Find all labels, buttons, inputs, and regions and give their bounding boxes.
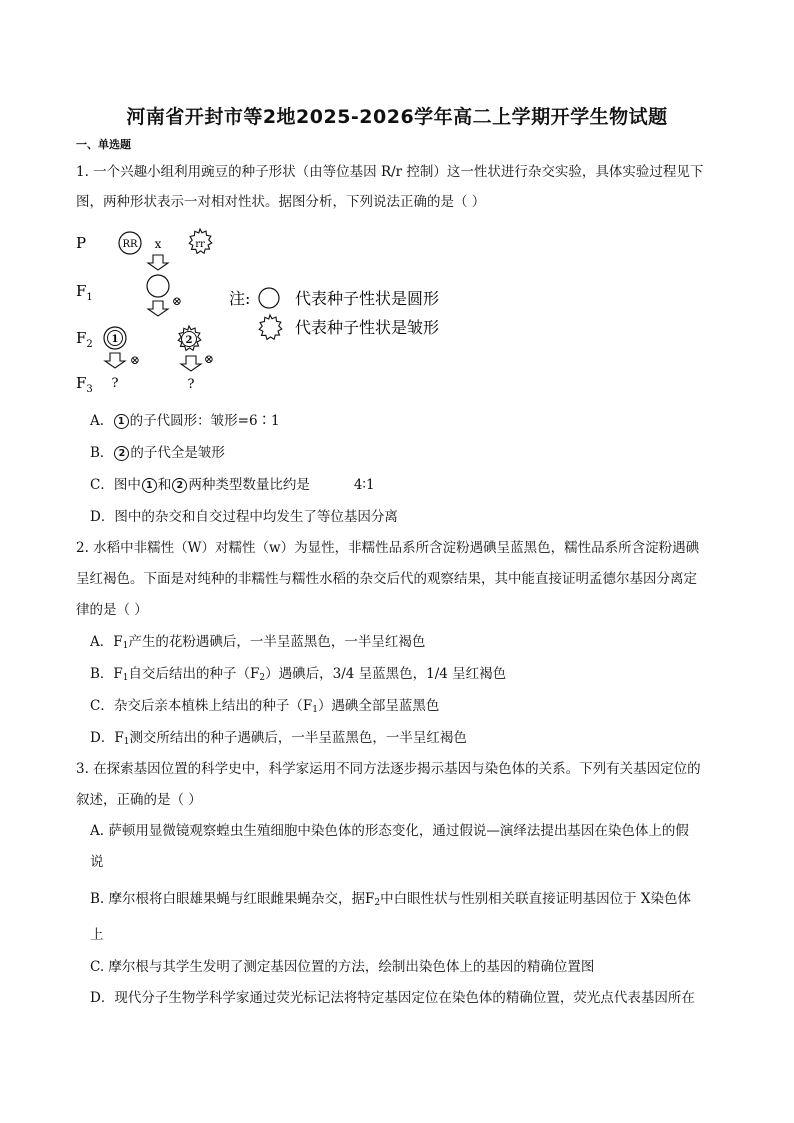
q3-option-a[interactable]: A. 萨顿用显微镜观察蝗虫生殖细胞中染色体的形态变化，通过假说—演绎法提出基因在染色体上的假 [90, 823, 689, 839]
page-title: 河南省开封市等2地2025-2026学年高二上学期开学生物试题 [126, 106, 668, 128]
legend-round-icon [259, 288, 279, 308]
gen-label-p: P [76, 234, 87, 252]
legend-wrinkled-text: 代表种子性状是皱形 [295, 318, 440, 337]
circled-number-2: 2 [114, 446, 129, 461]
arrow-down-icon [105, 353, 125, 368]
gen-label-f3: $F_3$ [76, 374, 93, 395]
q2-option-c[interactable]: C．杂交后亲本植株上结出的种子$(F_1)$遇碘全部呈蓝黑色 [90, 698, 440, 715]
circled-number-1: 1 [114, 414, 129, 429]
arrow-down-icon [148, 255, 168, 270]
q3-stem-line1: 3. 在探索基因位置的科学史中，科学家运用不同方法逐步揭示基因与染色体的关系。下列有关基因定位的 [76, 761, 701, 777]
section-heading: 一、单选题 [76, 138, 131, 151]
arrow-down-icon [148, 301, 168, 316]
type-number-1: 1 [111, 334, 119, 345]
circled-number-2: 2 [172, 478, 187, 493]
legend-wrinkled-icon [259, 315, 282, 340]
q2-stem-line2: 呈红褐色。下面是对纯种的非糯性与糯性水稻的杂交后代的观察结果，其中能直接证明孟德尔基因分离定 [76, 571, 697, 587]
q3-stem-line2: 叙述，正确的是（ ） [76, 792, 202, 808]
q2-option-a[interactable]: A．$F_1$产生的花粉遇碘后，一半呈蓝黑色，一半呈红褐色 [90, 634, 426, 651]
q1-option-a[interactable]: A. 1 的子代圆形：皱形=6∶1 [90, 413, 280, 429]
q3-option-c[interactable]: C. 摩尔根与其学生发明了测定基因位置的方法，绘制出染色体上的基因的精确位置图 [90, 959, 595, 975]
legend-round-text: 代表种子性状是圆形 [295, 289, 440, 308]
circled-number-1: 1 [142, 478, 157, 493]
q2-stem-line3: 律的是（ ） [76, 602, 148, 618]
selfing-symbol: ⊗ [171, 294, 183, 308]
q3-option-b[interactable]: B. 摩尔根将白眼雄果蝇与红眼雌果蝇杂交，据$F_2$中白眼性状与性别相关联直接证明基因位于 X染色体 [90, 891, 692, 908]
q2-stem-line1: 2. 水稻中非糯性（W）对糯性（w）为显性，非糯性品系所含淀粉遇碘呈蓝黑色，糯性品系所含淀粉遇碘 [76, 540, 700, 556]
q1-stem-line1: 1. 一个兴趣小组利用豌豆的种子形状（由等位基因 R/r 控制）这一性状进行杂交实验，具体实验过程见下 [76, 164, 704, 180]
legend-prefix: 注: [229, 289, 251, 308]
type-number-2: 2 [185, 335, 193, 346]
q2-option-b[interactable]: B．$F_1$自交后结出的种子$(F_2)$遇碘后，3/4 呈蓝黑色，1/4 呈红褐色 [90, 666, 507, 683]
q3-option-a-cont: 说 [90, 854, 104, 870]
q1-option-d[interactable]: D．图中的杂交和自交过程中均发生了等位基因分离 [90, 509, 398, 525]
selfing-symbol: ⊗ [203, 352, 215, 366]
genotype-dominant: RR [122, 239, 138, 250]
q1-option-b[interactable]: B． 2 的子代全是皱形 [90, 445, 225, 461]
arrow-down-icon [181, 356, 201, 371]
q1-stem-line2: 图，两种形状表示一对相对性状。据图分析，下列说法正确的是（ ） [76, 194, 486, 210]
round-seed-f1 [147, 275, 169, 297]
genotype-recessive: rr [195, 239, 205, 250]
pea-cross-diagram [70, 224, 490, 400]
q3-option-d[interactable]: D．现代分子生物学科学家通过荧光标记法将特定基因定位在染色体的精确位置，荧光点代表基因所在 [90, 990, 695, 1006]
gen-label-f1: $F_1$ [76, 282, 93, 303]
selfing-symbol: ⊗ [129, 353, 141, 367]
q3-option-b-cont: 上 [90, 927, 104, 943]
q2-option-d[interactable]: D．$F_1$测交所结出的种子遇碘后，一半呈蓝黑色，一半呈红褐色 [90, 730, 467, 747]
f3-unknown: ? [187, 377, 195, 392]
cross-symbol: x [154, 237, 162, 251]
gen-label-f2: $F_2$ [76, 329, 93, 350]
q1-option-c[interactable]: C．图中 1 和 2 两种类型数量比约是 4∶1 [90, 477, 375, 493]
f3-unknown: ? [111, 376, 119, 391]
